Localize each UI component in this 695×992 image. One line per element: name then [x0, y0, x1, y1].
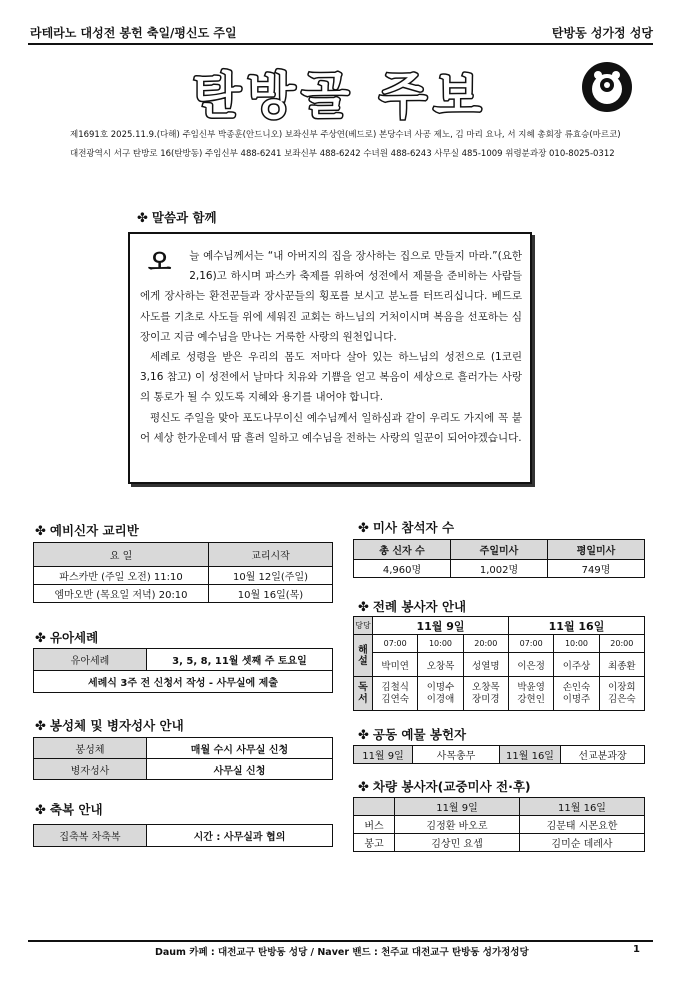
commentator-name: 최종환: [599, 653, 644, 677]
header-liturgical-day: 라테라노 대성전 봉헌 축일/평신도 주일: [30, 26, 237, 40]
reader-names: [418, 677, 463, 711]
infant-baptism-heading: ✤ 유아세례: [35, 630, 99, 646]
reader-names: [599, 677, 644, 711]
homily-box: [128, 232, 532, 484]
table-row: [354, 677, 645, 711]
cross-icon: ✤: [358, 780, 369, 795]
servers-time: 07:00: [508, 635, 553, 653]
blessing-label: 집축복 차축복: [34, 825, 147, 847]
vehicle-date-2: 11월 16일: [520, 798, 645, 816]
offering-table: [353, 745, 645, 764]
table-row: [34, 585, 333, 603]
anointing-label: 병자성사: [34, 759, 147, 780]
cross-icon: ✤: [137, 211, 148, 226]
cross-icon: ✤: [358, 521, 369, 536]
footer-links: Daum 카페 : 대전교구 탄방동 성당 / Naver 밴드 : 천주교 대전교구 탄방동 성가정성당: [155, 947, 529, 958]
vehicle-corner: [354, 798, 395, 816]
commentator-name: 오창목: [418, 653, 463, 677]
cross-icon: ✤: [35, 524, 46, 539]
servers-time: 10:00: [418, 635, 463, 653]
reader-name: 김은숙: [608, 693, 636, 705]
reader-names: [463, 677, 508, 711]
reader-names: [554, 677, 599, 711]
commentator-name: 성열명: [463, 653, 508, 677]
bulletin-title: 탄방골 주보: [192, 67, 488, 125]
attendance-table: [353, 539, 645, 578]
attendance-weekday: 749명: [548, 560, 645, 578]
servers-date-label: 당당: [354, 617, 373, 635]
homily-paragraph-1: 늘 예수님께서는 “내 아버지의 집을 장사하는 집으로 만들지 마라.”(요한 2,16)고 하시며 파스카 축제를 위하여 성전에서 제물을 준비하는 사람들에게 장사하는 환전꾼들과 장사꾼들의 횡포를 보시고 분노를 터뜨리십니다. 베드로 사도를 기초로 사도들 위에 세워진 교회는 하느님의 거처이시며 복음을 선포하는 심장이고 지금 예수님을 만나는 거룩한 사랑의 원천입니다.: [140, 250, 522, 343]
reader-name: 박윤영: [517, 681, 545, 693]
table-row: [354, 653, 645, 677]
cross-icon: ✤: [35, 803, 46, 818]
word-heading: ✤ 말씀과 함께: [137, 210, 217, 226]
vehicle-driver: 김정환 바오로: [395, 816, 520, 834]
reader-name: 손인숙: [562, 681, 591, 693]
reader-name: 이명수: [426, 681, 455, 693]
infant-baptism-label: 유아세례: [34, 649, 147, 671]
servers-table: [353, 616, 645, 711]
reader-name: 강현인: [517, 693, 545, 705]
servers-row2-label: 독서: [354, 677, 373, 711]
header-parish-name: 탄방동 성가정 성당: [551, 26, 653, 40]
servers-time: 20:00: [599, 635, 644, 653]
reader-name: 김철식: [381, 681, 409, 693]
vehicle-date-1: 11월 9일: [395, 798, 520, 816]
servers-time: 07:00: [373, 635, 418, 653]
cross-icon: ✤: [358, 728, 369, 743]
drop-cap: 오: [148, 248, 172, 276]
parish-logo-icon: [580, 60, 634, 114]
reader-names: [508, 677, 553, 711]
table-row: [34, 567, 333, 585]
cross-icon: ✤: [358, 600, 369, 615]
blessing-value: 시간 : 사무실과 협의: [147, 825, 333, 847]
homily-paragraph-2: 세례로 성령을 받은 우리의 몸도 저마다 살아 있는 하느님의 성전으로 (1코린 3,16 참고) 이 성전에서 날마다 치유와 기쁨을 얻고 복음이 세상으로 흘러가는 사랑의 통로가 될 수 있도록 지혜와 용기를 내어야 합니다.: [140, 351, 522, 404]
attendance-col-total: 총 신자 수: [354, 540, 451, 560]
attendance-col-sunday: 주일미사: [451, 540, 548, 560]
servers-heading: ✤ 전례 봉사자 안내: [358, 599, 467, 615]
reader-name: 김연숙: [381, 693, 409, 705]
vehicle-driver: 김문태 시몬요한: [520, 816, 645, 834]
staff-info-line: 제1691호 2025.11.9.(다해) 주임신부 박종훈(안드니오) 보좌신부 주상연(베드로) 본당수녀 사공 제노, 김 마리 요나, 서 지혜 총회장 류효승(마르코): [70, 130, 621, 140]
catechumen-col-start: 교리시작: [209, 543, 333, 567]
table-row: [354, 834, 645, 852]
servers-time: 10:00: [554, 635, 599, 653]
catechumen-col-day: 요 일: [34, 543, 209, 567]
anointing-label: 봉성체: [34, 738, 147, 759]
servers-row1-label: 해설: [354, 635, 373, 677]
vehicle-table: [353, 797, 645, 852]
infant-baptism-table: [33, 648, 333, 693]
blessing-heading: ✤ 축복 안내: [35, 802, 103, 818]
servers-date-1: 11월 9일: [373, 617, 509, 635]
commentator-name: 이은정: [508, 653, 553, 677]
footer-divider: [28, 940, 653, 942]
catechumen-table: [33, 542, 333, 603]
catechumen-start: 10월 12일(주일): [209, 567, 333, 585]
catechumen-day: 파스카반 (주일 오전) 11:10: [34, 567, 209, 585]
cross-icon: ✤: [35, 631, 46, 646]
table-row: [34, 759, 333, 780]
table-row: [34, 738, 333, 759]
anointing-heading: ✤ 봉성체 및 병자성사 안내: [35, 718, 184, 734]
contact-info-line: 대전광역시 서구 탄방로 16(탄방동) 주임신부 488-6241 보좌신부 488-6242 수녀원 488-6243 사무실 485-1009 위령분과장 010-8025-0312: [70, 149, 615, 159]
blessing-table: [33, 824, 333, 847]
header-divider: [28, 43, 653, 45]
infant-baptism-note: 세례식 3주 전 신청서 작성 - 사무실에 제출: [34, 671, 333, 693]
reader-name: 오창목: [472, 681, 500, 693]
servers-date-2: 11월 16일: [508, 617, 644, 635]
homily-paragraph-3: 평신도 주일을 맞아 포도나무이신 예수님께서 일하심과 같이 우리도 가지에 꼭 붙어 세상 한가운데서 땀 흘려 일하고 예수님을 전하는 사랑의 일꾼이 되어야겠습니다.: [140, 411, 522, 444]
infant-baptism-schedule: 3, 5, 8, 11월 셋째 주 토요일: [147, 649, 333, 671]
vehicle-type: 버스: [354, 816, 395, 834]
servers-time: 20:00: [463, 635, 508, 653]
vehicle-driver: 김상민 요셉: [395, 834, 520, 852]
vehicle-type: 봉고: [354, 834, 395, 852]
offering-value-2: 선교분과장: [561, 746, 645, 764]
table-row: [354, 816, 645, 834]
anointing-value: 사무실 신청: [147, 759, 333, 780]
reader-name: 이경애: [426, 693, 455, 705]
attendance-col-weekday: 평일미사: [548, 540, 645, 560]
reader-names: [373, 677, 418, 711]
commentator-name: 이주상: [554, 653, 599, 677]
vehicle-heading: ✤ 차량 봉사자(교중미사 전·후): [358, 779, 531, 795]
catechumen-day: 엠마오반 (목요일 저녁) 20:10: [34, 585, 209, 603]
cross-icon: ✤: [35, 719, 46, 734]
attendance-heading: ✤ 미사 참석자 수: [358, 520, 455, 536]
attendance-sunday: 1,002명: [451, 560, 548, 578]
commentator-name: 박미연: [373, 653, 418, 677]
offering-heading: ✤ 공동 예물 봉헌자: [358, 727, 467, 743]
catechumen-start: 10월 16일(목): [209, 585, 333, 603]
page-number: 1: [633, 944, 640, 955]
attendance-total: 4,960명: [354, 560, 451, 578]
anointing-table: [33, 737, 333, 780]
offering-date-1: 11월 9일: [354, 746, 413, 764]
anointing-value: 매월 수시 사무실 신청: [147, 738, 333, 759]
reader-name: 장미경: [472, 693, 500, 705]
offering-value-1: 사목총무: [413, 746, 500, 764]
vehicle-driver: 김미순 데레사: [520, 834, 645, 852]
catechumen-heading: ✤ 예비신자 교리반: [35, 523, 139, 539]
reader-name: 이명주: [562, 693, 591, 705]
offering-date-2: 11월 16일: [500, 746, 561, 764]
reader-name: 이장희: [608, 681, 636, 693]
